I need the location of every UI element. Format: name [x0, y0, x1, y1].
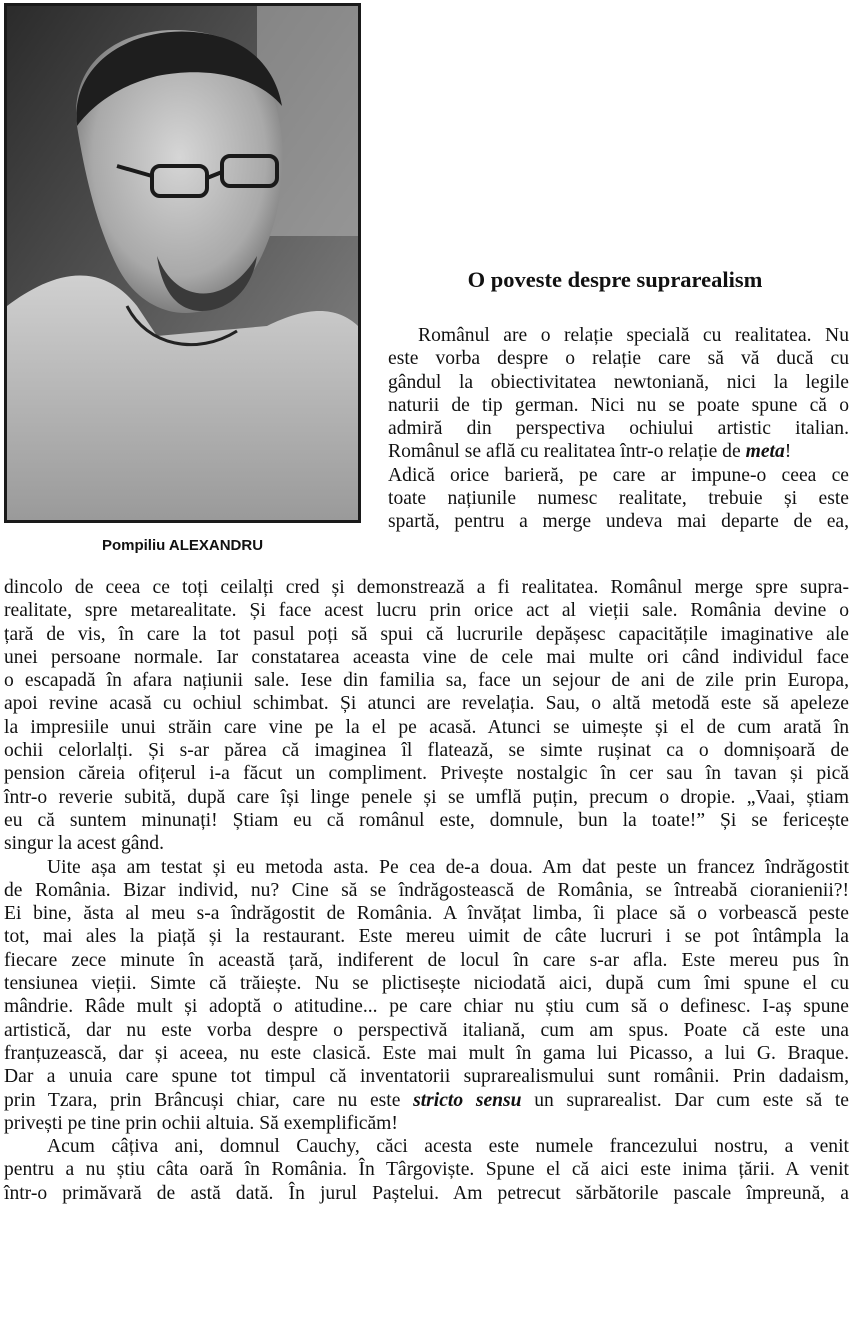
text-line: Dar a unuia care spune tot timpul că inventatorii suprarealismului sunt românii. Prin dadaism,	[4, 1066, 849, 1088]
text-line: de România. Bizar individ, nu? Cine să se îndrăgostească de România, se întreabă cioranienii?!	[4, 879, 849, 901]
text-segment: !	[784, 441, 792, 463]
text-line: ochii celorlalți. Și s-ar părea că imaginea îl flatează, se simte rușinat ca o domnișoară de	[4, 740, 849, 762]
text-line: naturii de tip german. Nici nu se poate spune că o	[388, 394, 849, 416]
text-line: într-o reverie subită, după care își linge penele și se umflă puțin, precum o dropie. „Vaai, știam	[4, 786, 849, 808]
text-line: țară de vis, în care la tot pasul poți să spui că lucrurile depășesc capacitățile imaginative ale	[4, 623, 849, 645]
text-line: franțuzească, dar și aceea, nu este clasică. Este mai mult în gama lui Picasso, a lui G. Braque.	[4, 1042, 849, 1064]
text-line: spartă, pentru a merge undeva mai departe de ea,	[388, 511, 849, 533]
text-line: singur la acest gând.	[4, 833, 164, 855]
text-segment: un suprarealist. Dar cum este să te	[521, 1089, 849, 1111]
text-line: gândul la obiectivitatea newtoniană, nici la legile	[388, 371, 849, 393]
text-line: apoi revine acasă cu ochiul schimbat. Și atunci are revelația. Sau, o altă metodă este să apeleze	[4, 693, 849, 715]
text-segment: Românul se află cu realitatea într-o relație de	[388, 441, 746, 463]
article-title: O poveste despre suprarealism	[467, 267, 763, 292]
meta-emphasis: meta	[745, 441, 785, 463]
text-line: admiră din perspectiva ochiului artistic italian.	[388, 418, 849, 440]
text-line: Românul are o relație specială cu realitatea. Nu	[418, 325, 849, 346]
text-line: într-o primăvară de astă dată. În jurul Paștelui. Am petrecut sărbătorile pascale împreună, a	[4, 1182, 849, 1204]
text-line: dincolo de ceea ce toți ceilalți cred și demonstrează a fi realitatea. Românul merge spre supra-	[4, 577, 849, 598]
latin-phrase: stricto sensu	[413, 1089, 522, 1111]
text-line: Adică orice barieră, pe care ar impune-o ceea ce	[388, 464, 849, 486]
text-line: Ei bine, ăsta al meu s-a îndrăgostit de România. A învățat limba, îi place să o vorbească peste	[4, 903, 849, 925]
intro-paragraph	[388, 324, 849, 534]
text-line: tot, mai ales la piață și la restaurant. Este mereu uimit de câte lucruri i se pot întâmpla la	[4, 926, 849, 948]
text-line: pension căreia ofițerul i-a făcut un compliment. Privește nostalgic în cer sau în tavan și pică	[4, 763, 849, 785]
text-line: privești pe tine prin ochii altuia. Să exemplificăm!	[4, 1112, 398, 1134]
text-line: eu că suntem minunați! Știam eu că românul este, domnule, bun la toate!” Și se fericește	[4, 809, 849, 831]
text-line: unei persoane normale. Iar constatarea aceasta vine de cele mai multe ori când individul face	[4, 646, 849, 668]
text-segment: prin Tzara, prin Brâncuși chiar, care nu este	[4, 1089, 414, 1111]
text-line: este vorba despre o relație care să vă ducă cu	[388, 348, 849, 370]
author-portrait-image	[7, 6, 358, 520]
text-line: Acum câțiva ani, domnul Cauchy, căci acesta este numele francezului nostru, a venit	[47, 1136, 849, 1158]
text-line: la impresiile unui străin care vine pe la el pe acasă. Atunci se uimește și el de cum arată în	[4, 716, 849, 738]
text-line: fiecare zece minute în această țară, indiferent de locul în care s-ar afla. Este mereu pus în	[4, 949, 849, 971]
text-line: mândrie. Râde mult și adoptă o atitudine... pe care chiar nu știu cum să o definesc. I-aș spune	[4, 996, 849, 1018]
text-line-italic	[4, 1089, 849, 1112]
author-name-caption: Pompiliu ALEXANDRU	[101, 537, 264, 554]
text-line: o escapadă în afara națiunii sale. Iese din familia sa, face un sejour de ani de zile prin Europa,	[4, 670, 849, 692]
text-line: toate națiunile numesc realitate, trebuie și este	[388, 488, 849, 510]
text-line: artistică, dar nu este vorba despre o perspectivă italiană, cum am spus. Poate că este una	[4, 1019, 849, 1041]
text-line: pentru a nu știu câta oară în România. În Târgoviște. Spune el că aici este inima țării. A venit	[4, 1159, 849, 1181]
text-line: Uite așa am testat și eu metoda asta. Pe cea de-a doua. Am dat peste un francez îndrăgostit	[47, 856, 849, 878]
body-text	[4, 576, 849, 1205]
text-line: realitate, spre metarealitate. Și face acest lucru prin orice act al vieții sale. România devine o	[4, 600, 849, 622]
author-photo	[4, 3, 361, 523]
text-line: tensiunea vieții. Simte că trăiește. Nu se plictisește niciodată aici, după cum îmi spune el cu	[4, 973, 849, 995]
text-line-meta	[388, 440, 849, 463]
